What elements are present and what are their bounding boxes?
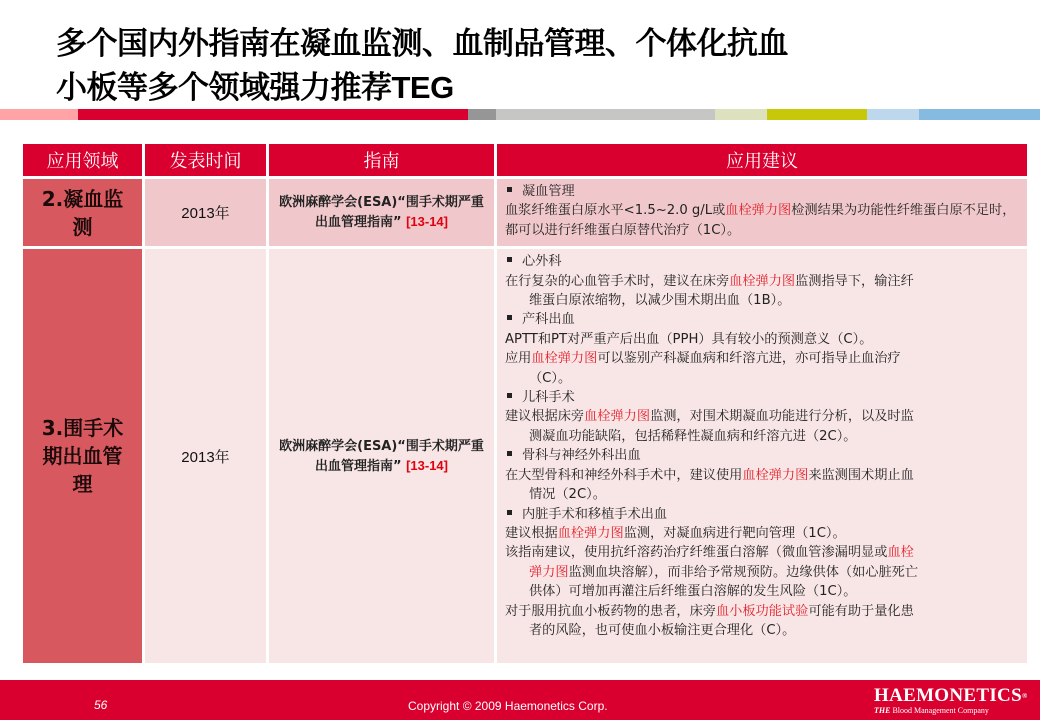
color-band: [867, 109, 919, 120]
area-line: 期出血管: [42, 444, 123, 469]
table-row: [23, 179, 1027, 246]
advice-text: 监测，对围术期凝血功能进行分析，以及时监: [650, 409, 914, 425]
advice-continuation: （C）。: [529, 370, 572, 386]
color-band: [767, 109, 867, 120]
date-cell: [145, 249, 266, 663]
footer-bar: [0, 680, 1040, 720]
guideline-table: [20, 141, 1030, 666]
advice-highlight: 血栓弹力图: [725, 203, 792, 219]
area-cell: [23, 249, 142, 663]
advice-text: 检测结果为功能性纤维蛋白原不足时，都可以进行纤维蛋白原替代治疗（1C）。: [505, 203, 1016, 238]
area-line: 理: [72, 472, 93, 497]
advice-heading-text: 内脏手术和移植手术出血: [522, 506, 668, 522]
advice-text: 对于服用抗血小板药物的患者，床旁: [505, 603, 716, 619]
copyright-text: Copyright © 2009 Haemonetics Corp.: [408, 699, 608, 713]
advice-text: 在行复杂的心血管手术时，建议在床旁: [505, 273, 730, 289]
advice-heading: [505, 252, 1019, 271]
logo-tagline: [874, 706, 1027, 716]
advice-text: 监测血块溶解），而非给予常规预防。边缘供体（如心脏死亡: [568, 564, 919, 580]
advice-highlight: 血小板功能试验: [716, 603, 809, 619]
square-bullet-icon: [507, 315, 512, 320]
area-line: 测: [72, 214, 93, 239]
advice-paragraph: [505, 272, 1019, 291]
haemonetics-logo: [874, 686, 1027, 716]
advice-continuation: [505, 563, 1019, 582]
advice-heading-text: 骨科与神经外科出血: [522, 448, 641, 464]
square-bullet-icon: [507, 187, 512, 192]
advice-heading: [505, 310, 1019, 329]
advice-paragraph: [505, 349, 1019, 368]
table-row: [23, 249, 1027, 663]
header-guideline: 指南: [269, 144, 494, 176]
guideline-cell: [269, 179, 494, 246]
color-band: [468, 109, 496, 120]
advice-text: 在大型骨科和神经外科手术中，建议使用: [505, 467, 743, 483]
date-unit: 年: [214, 447, 230, 466]
advice-highlight: 弹力图: [529, 564, 569, 580]
page-number: 56: [94, 698, 108, 712]
color-band: [0, 109, 78, 120]
advice-paragraph: [505, 466, 1019, 485]
area-line: 3.围手术: [41, 416, 124, 441]
area-line: 2.凝血监: [41, 186, 124, 211]
advice-text: 应用: [505, 351, 532, 367]
advice-text: 建议根据: [505, 525, 558, 541]
advice-paragraph: [505, 407, 1019, 426]
advice-cell: [497, 179, 1027, 246]
advice-text: 该指南建议，使用抗纤溶药治疗纤维蛋白溶解（微血管渗漏明显或: [505, 545, 888, 561]
advice-text: 可能有助于量化患: [808, 603, 914, 619]
advice-highlight: 血栓: [887, 545, 914, 561]
advice-paragraph: [505, 524, 1019, 543]
advice-text: 可以鉴别产科凝血病和纤溶亢进，亦可指导止血治疗: [597, 351, 901, 367]
advice-text: 监测，对凝血病进行靶向管理（1C）。: [623, 525, 846, 541]
advice-heading: [505, 388, 1019, 407]
advice-heading-text: 儿科手术: [522, 390, 575, 406]
advice-continuation: 测凝血功能缺陷，包括稀释性凝血病和纤溶亢进（2C）。: [529, 428, 857, 444]
square-bullet-icon: [507, 451, 512, 456]
advice-text: 监测指导下，输注纤: [795, 273, 914, 289]
advice-heading-text: 心外科: [522, 254, 562, 270]
title-line-2: [56, 66, 1016, 110]
advice-highlight: 血栓弹力图: [531, 351, 598, 367]
date-cell: [145, 179, 266, 246]
square-bullet-icon: [507, 393, 512, 398]
header-date: 发表时间: [145, 144, 266, 176]
title-line-2-cn: 小板等多个领域强力推荐: [56, 70, 392, 106]
advice-paragraph: [505, 543, 1019, 562]
advice-continuation: 供体）可增加再灌注后纤维蛋白溶解的发生风险（1C）。: [529, 584, 857, 600]
advice-highlight: 血栓弹力图: [584, 409, 651, 425]
advice-heading: [505, 446, 1019, 465]
guideline-cell: [269, 249, 494, 663]
advice-highlight: 血栓弹力图: [742, 467, 809, 483]
color-band: [919, 109, 1040, 120]
logo-tagline-em: THE: [874, 706, 891, 715]
advice-paragraph: [505, 201, 1019, 240]
advice-highlight: 血栓弹力图: [557, 525, 624, 541]
advice-heading-text: 产科出血: [522, 312, 575, 328]
square-bullet-icon: [507, 510, 512, 515]
color-band: [496, 109, 715, 120]
square-bullet-icon: [507, 257, 512, 262]
title-line-2-en: TEG: [391, 70, 454, 105]
advice-paragraph: [505, 602, 1019, 621]
advice-heading-text: 凝血管理: [522, 184, 575, 199]
table-header-row: [23, 144, 1027, 176]
date-year: 2013: [181, 205, 215, 223]
advice-text: 建议根据床旁: [505, 409, 585, 425]
title-line-1: 多个国内外指南在凝血监测、血制品管理、个体化抗血: [56, 26, 788, 62]
guideline-title: 欧洲麻醉学会(ESA)“围手术期严重出血管理指南”: [279, 195, 484, 231]
guideline-title: 欧洲麻醉学会(ESA)“围手术期严重出血管理指南”: [279, 438, 484, 474]
color-band-divider: [0, 109, 1040, 120]
advice-continuation: 情况（2C）。: [529, 487, 606, 503]
color-band: [715, 109, 767, 120]
date-unit: 年: [214, 204, 230, 223]
date-year: 2013: [181, 448, 215, 466]
header-advice: 应用建议: [497, 144, 1027, 176]
guideline-reference: [13-14]: [406, 457, 448, 473]
registered-mark-icon: ®: [1021, 692, 1028, 700]
slide-title: [56, 22, 1016, 110]
advice-heading: [505, 182, 1019, 201]
advice-paragraph: APTT和PT对严重产后出血（PPH）具有较小的预测意义（C）。: [505, 331, 873, 347]
advice-continuation: 者的风险，也可使血小板输注更合理化（C）。: [529, 622, 796, 638]
color-band: [78, 109, 468, 120]
logo-tagline-text: Blood Management Company: [890, 706, 989, 715]
logo-name: HAEMONETICS: [874, 685, 1022, 706]
area-cell: [23, 179, 142, 246]
advice-cell: [497, 249, 1027, 663]
guideline-reference: [13-14]: [406, 214, 448, 230]
header-area: 应用领域: [23, 144, 142, 176]
advice-highlight: 血栓弹力图: [729, 273, 796, 289]
advice-text: 来监测围术期止血: [808, 467, 914, 483]
logo-wordmark: [874, 686, 1027, 706]
advice-text: 血浆纤维蛋白原水平<1.5~2.0 g/L或: [505, 203, 726, 219]
advice-heading: [505, 505, 1019, 524]
advice-continuation: 维蛋白原浓缩物，以减少围术期出血（1B）。: [529, 293, 791, 309]
